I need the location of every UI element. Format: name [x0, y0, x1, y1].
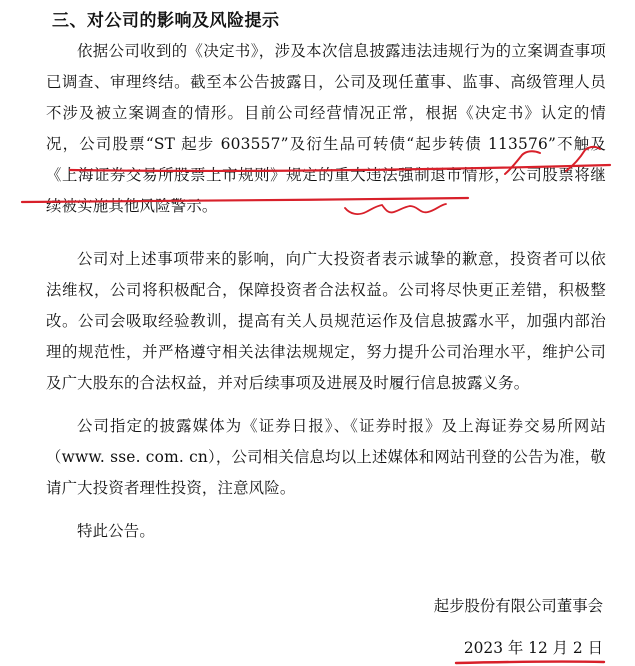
- paragraph-impact-status: 依据公司收到的《决定书》，涉及本次信息披露违法违规行为的立案调查事项已调查、审理终结。截至本公告披露日，公司及现任董事、监事、高级管理人员不涉及被立案调查的情形。目前公司经营情况正常，根据《决定书》认定的情况，公司股票“ST 起步 603557”及衍生品可转债“起步转债 113576”不触及《上海证券交易所股票上市规则》规定的重大违法强制退市情形，公司股票将继续被实施其他风险警示。: [46, 42, 606, 215]
- section-heading: 三、对公司的影响及风险提示: [52, 11, 280, 31]
- company-signature: 起步股份有限公司董事会: [433, 597, 603, 615]
- paragraph-closing: 特此公告。: [77, 522, 155, 540]
- announcement-date: 2023 年 12 月 2 日: [463, 639, 603, 657]
- paragraph-apology: 公司对上述事项带来的影响，向广大投资者表示诚挚的歉意，投资者可以依法维权，公司将积极配合，保障投资者合法权益。公司将尽快更正差错，积极整改。公司会吸取经验教训，提高有关人员规范运作及信息披露水平，加强内部治理的规范性，并严格遵守相关法律法规规定，努力提升公司治理水平，维护公司及广大股东的合法权益，并对后续事项及进展及时履行信息披露义务。: [46, 250, 606, 392]
- paragraph-disclosure-media: 公司指定的披露媒体为《证券日报》、《证券时报》及上海证券交易所网站（www. sse. com. cn），公司相关信息均以上述媒体和网站刊登的公告为准，敬请广大投资者理性投资，注意风险。: [46, 417, 606, 497]
- underline-date: [456, 662, 604, 663]
